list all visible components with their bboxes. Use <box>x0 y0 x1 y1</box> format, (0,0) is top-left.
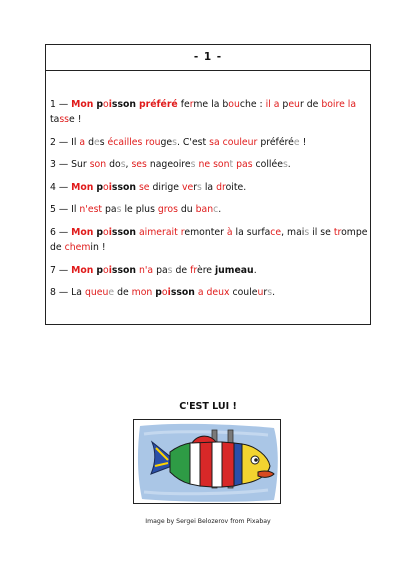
sentence-segment: s <box>116 204 122 216</box>
sentence-segment: fe <box>177 99 190 110</box>
sentence-segment: e <box>108 287 115 299</box>
sentence-4 <box>50 180 368 195</box>
image-caption: C'EST LUI ! <box>179 401 237 412</box>
sentence-segment: p <box>96 99 104 110</box>
sentence-segment: dr <box>216 181 226 193</box>
sentence-segment: do <box>106 159 121 171</box>
sentence-segment: n'a <box>138 264 154 276</box>
sentence-segment: nageoire <box>146 159 191 171</box>
sentence-segment: s <box>190 159 196 171</box>
sentence-segment: , mai <box>281 226 305 238</box>
sentence-segment: sson <box>111 226 136 238</box>
sentence-segment: sa <box>209 136 220 148</box>
sentence-segment: . <box>243 181 247 193</box>
sentence-segment: 7 — <box>50 264 72 276</box>
sentence-segment: o <box>103 99 109 110</box>
sentence-segment: se <box>138 181 150 193</box>
sentence-segment: Mon <box>71 181 94 193</box>
sentence-segment: u <box>257 287 264 299</box>
sentence-segment: a <box>197 287 204 299</box>
sentence-segment: ve <box>181 181 194 193</box>
sentence-segment: fr <box>190 264 197 276</box>
sentence-segment: mon <box>131 287 153 299</box>
sentence-segment: son <box>213 159 230 171</box>
sentence-8 <box>50 285 368 300</box>
sentence-segment: préféré <box>257 136 294 148</box>
sentence-segment: o <box>161 287 168 299</box>
sentence-segment: il se <box>309 226 334 238</box>
title-divider <box>46 70 370 71</box>
sentence-segment: r <box>263 287 268 299</box>
sentence-segment: 8 — La <box>50 287 85 299</box>
sentence-segment: ! <box>98 241 106 253</box>
sentence-segment: de <box>172 264 191 276</box>
sentence-segment: . <box>253 264 257 276</box>
sentence-segment: in <box>90 241 99 253</box>
sentence-segment: ère <box>196 264 215 276</box>
sentence-list <box>50 97 368 308</box>
sentence-segment: ban <box>195 204 214 216</box>
sentence-segment: oite <box>225 181 244 193</box>
sentence-segment: p <box>96 226 104 238</box>
sentence-segment: s <box>172 136 177 148</box>
sentence-segment: dirige <box>149 181 182 193</box>
sentence-segment: Mon <box>71 226 94 238</box>
sentence-segment: i <box>108 99 112 110</box>
sentence-segment: chem <box>64 241 91 253</box>
sentence-segment: de <box>114 287 132 299</box>
sentence-3 <box>50 157 368 172</box>
page-number: - 1 - <box>193 51 223 63</box>
sentence-5 <box>50 202 368 217</box>
sentence-segment: ta <box>50 114 60 125</box>
sentence-segment: i <box>108 226 112 238</box>
sentence-segment: . <box>218 204 222 216</box>
sentence-segment: . <box>272 287 276 299</box>
sentence-segment: sson <box>170 287 195 299</box>
sentence-segment: a <box>79 136 86 148</box>
sentence-segment: p <box>96 264 104 276</box>
sentence-segment: emonter <box>184 226 224 238</box>
sentence-segment: 4 — <box>50 181 72 193</box>
sentence-segment: la <box>201 181 217 193</box>
sentence-segment: s <box>99 136 108 148</box>
sentence-segment: sson <box>111 181 136 193</box>
sentence-segment: d <box>85 136 94 148</box>
sentence-6 <box>50 225 368 255</box>
sentence-segment: 2 — Il <box>50 136 80 148</box>
sentence-segment: ses <box>131 159 147 171</box>
sentence-segment: s <box>167 264 173 276</box>
fish-illustration <box>134 420 281 504</box>
sentence-segment: de <box>50 241 62 253</box>
sentence-segment: boire <box>321 99 345 110</box>
sentence-segment: écailles <box>107 136 143 148</box>
sentence-segment: du <box>177 204 196 216</box>
sentence-segment: pa <box>102 204 117 216</box>
sentence-segment: me la b <box>193 99 229 110</box>
sentence-segment: s <box>267 287 273 299</box>
image-credit: Image by Sergei Belozerov from Pixabay <box>145 518 271 525</box>
sentence-segment: le plus <box>121 204 158 216</box>
sentence-segment: s <box>120 159 126 171</box>
sentence-segment: deux <box>206 287 230 299</box>
sentence-segment: i <box>108 264 112 276</box>
sentence-segment: t <box>229 159 234 171</box>
sentence-segment: r de <box>299 99 322 110</box>
sentence-segment: . <box>287 159 291 171</box>
sentence-segment: ne <box>198 159 211 171</box>
sentence-segment: e <box>93 136 100 148</box>
sentence-segment: p <box>96 181 104 193</box>
sentence-segment: coule <box>229 287 258 299</box>
sentence-segment: e ! <box>69 114 82 125</box>
sentence-segment: sson <box>111 99 136 110</box>
sentence-segment: collée <box>252 159 283 171</box>
sentence-segment: p <box>279 99 289 110</box>
sentence-box <box>45 44 371 325</box>
sentence-segment: la <box>347 99 357 110</box>
sentence-segment: pa <box>153 264 168 276</box>
sentence-segment: couleur <box>222 136 258 148</box>
sentence-segment: sson <box>111 264 136 276</box>
sentence-segment: 5 — Il <box>50 204 80 216</box>
sentence-segment: ce <box>270 226 282 238</box>
sentence-segment: ! <box>299 136 307 148</box>
sentence-segment: i <box>108 181 112 193</box>
sentence-segment: aimerait <box>138 226 178 238</box>
sentence-segment: jumeau <box>214 264 254 276</box>
sentence-segment: queu <box>84 287 109 299</box>
sentence-segment: tr <box>333 226 342 238</box>
fish-illustration-frame <box>133 419 281 504</box>
sentence-segment: s <box>304 226 310 238</box>
sentence-segment: pas <box>236 159 253 171</box>
sentence-segment: il <box>265 99 271 110</box>
sentence-segment: e <box>293 136 300 148</box>
sentence-segment: o <box>103 181 109 193</box>
sentence-segment: Mon <box>71 99 94 110</box>
sentence-segment: la surfa <box>232 226 271 238</box>
sentence-segment: 1 — <box>50 99 72 110</box>
sentence-segment: s <box>197 181 202 193</box>
sentence-segment: à <box>226 226 233 238</box>
sentence-segment: o <box>103 264 109 276</box>
sentence-segment: ge <box>160 136 173 148</box>
sentence-segment: o <box>103 226 109 238</box>
sentence-segment: rou <box>145 136 161 148</box>
sentence-segment: ou <box>228 99 240 110</box>
sentence-segment: ss <box>59 114 70 125</box>
sentence-segment: i <box>167 287 171 299</box>
sentence-2 <box>50 135 368 150</box>
sentence-segment: r <box>193 181 198 193</box>
sentence-7 <box>50 263 368 278</box>
sentence-1 <box>50 97 368 127</box>
sentence-segment: gros <box>157 204 178 216</box>
sentence-segment: s <box>282 159 288 171</box>
sentence-segment: n'est <box>79 204 103 216</box>
sentence-segment: , <box>125 159 132 171</box>
sentence-segment: son <box>89 159 107 171</box>
sentence-segment: . C'est <box>177 136 210 148</box>
sentence-segment: r <box>189 99 194 110</box>
sentence-segment: a <box>273 99 280 110</box>
sentence-segment: c <box>213 204 219 216</box>
sentence-segment: préféré <box>138 99 178 110</box>
sentence-segment: 3 — Sur <box>50 159 90 171</box>
sentence-segment: eu <box>288 99 300 110</box>
sentence-segment: r <box>180 226 185 238</box>
sentence-segment: 6 — <box>50 226 72 238</box>
sentence-segment: che : <box>239 99 266 110</box>
sentence-segment: ompe <box>341 226 368 238</box>
sentence-segment: p <box>155 287 162 299</box>
sentence-segment: Mon <box>71 264 94 276</box>
